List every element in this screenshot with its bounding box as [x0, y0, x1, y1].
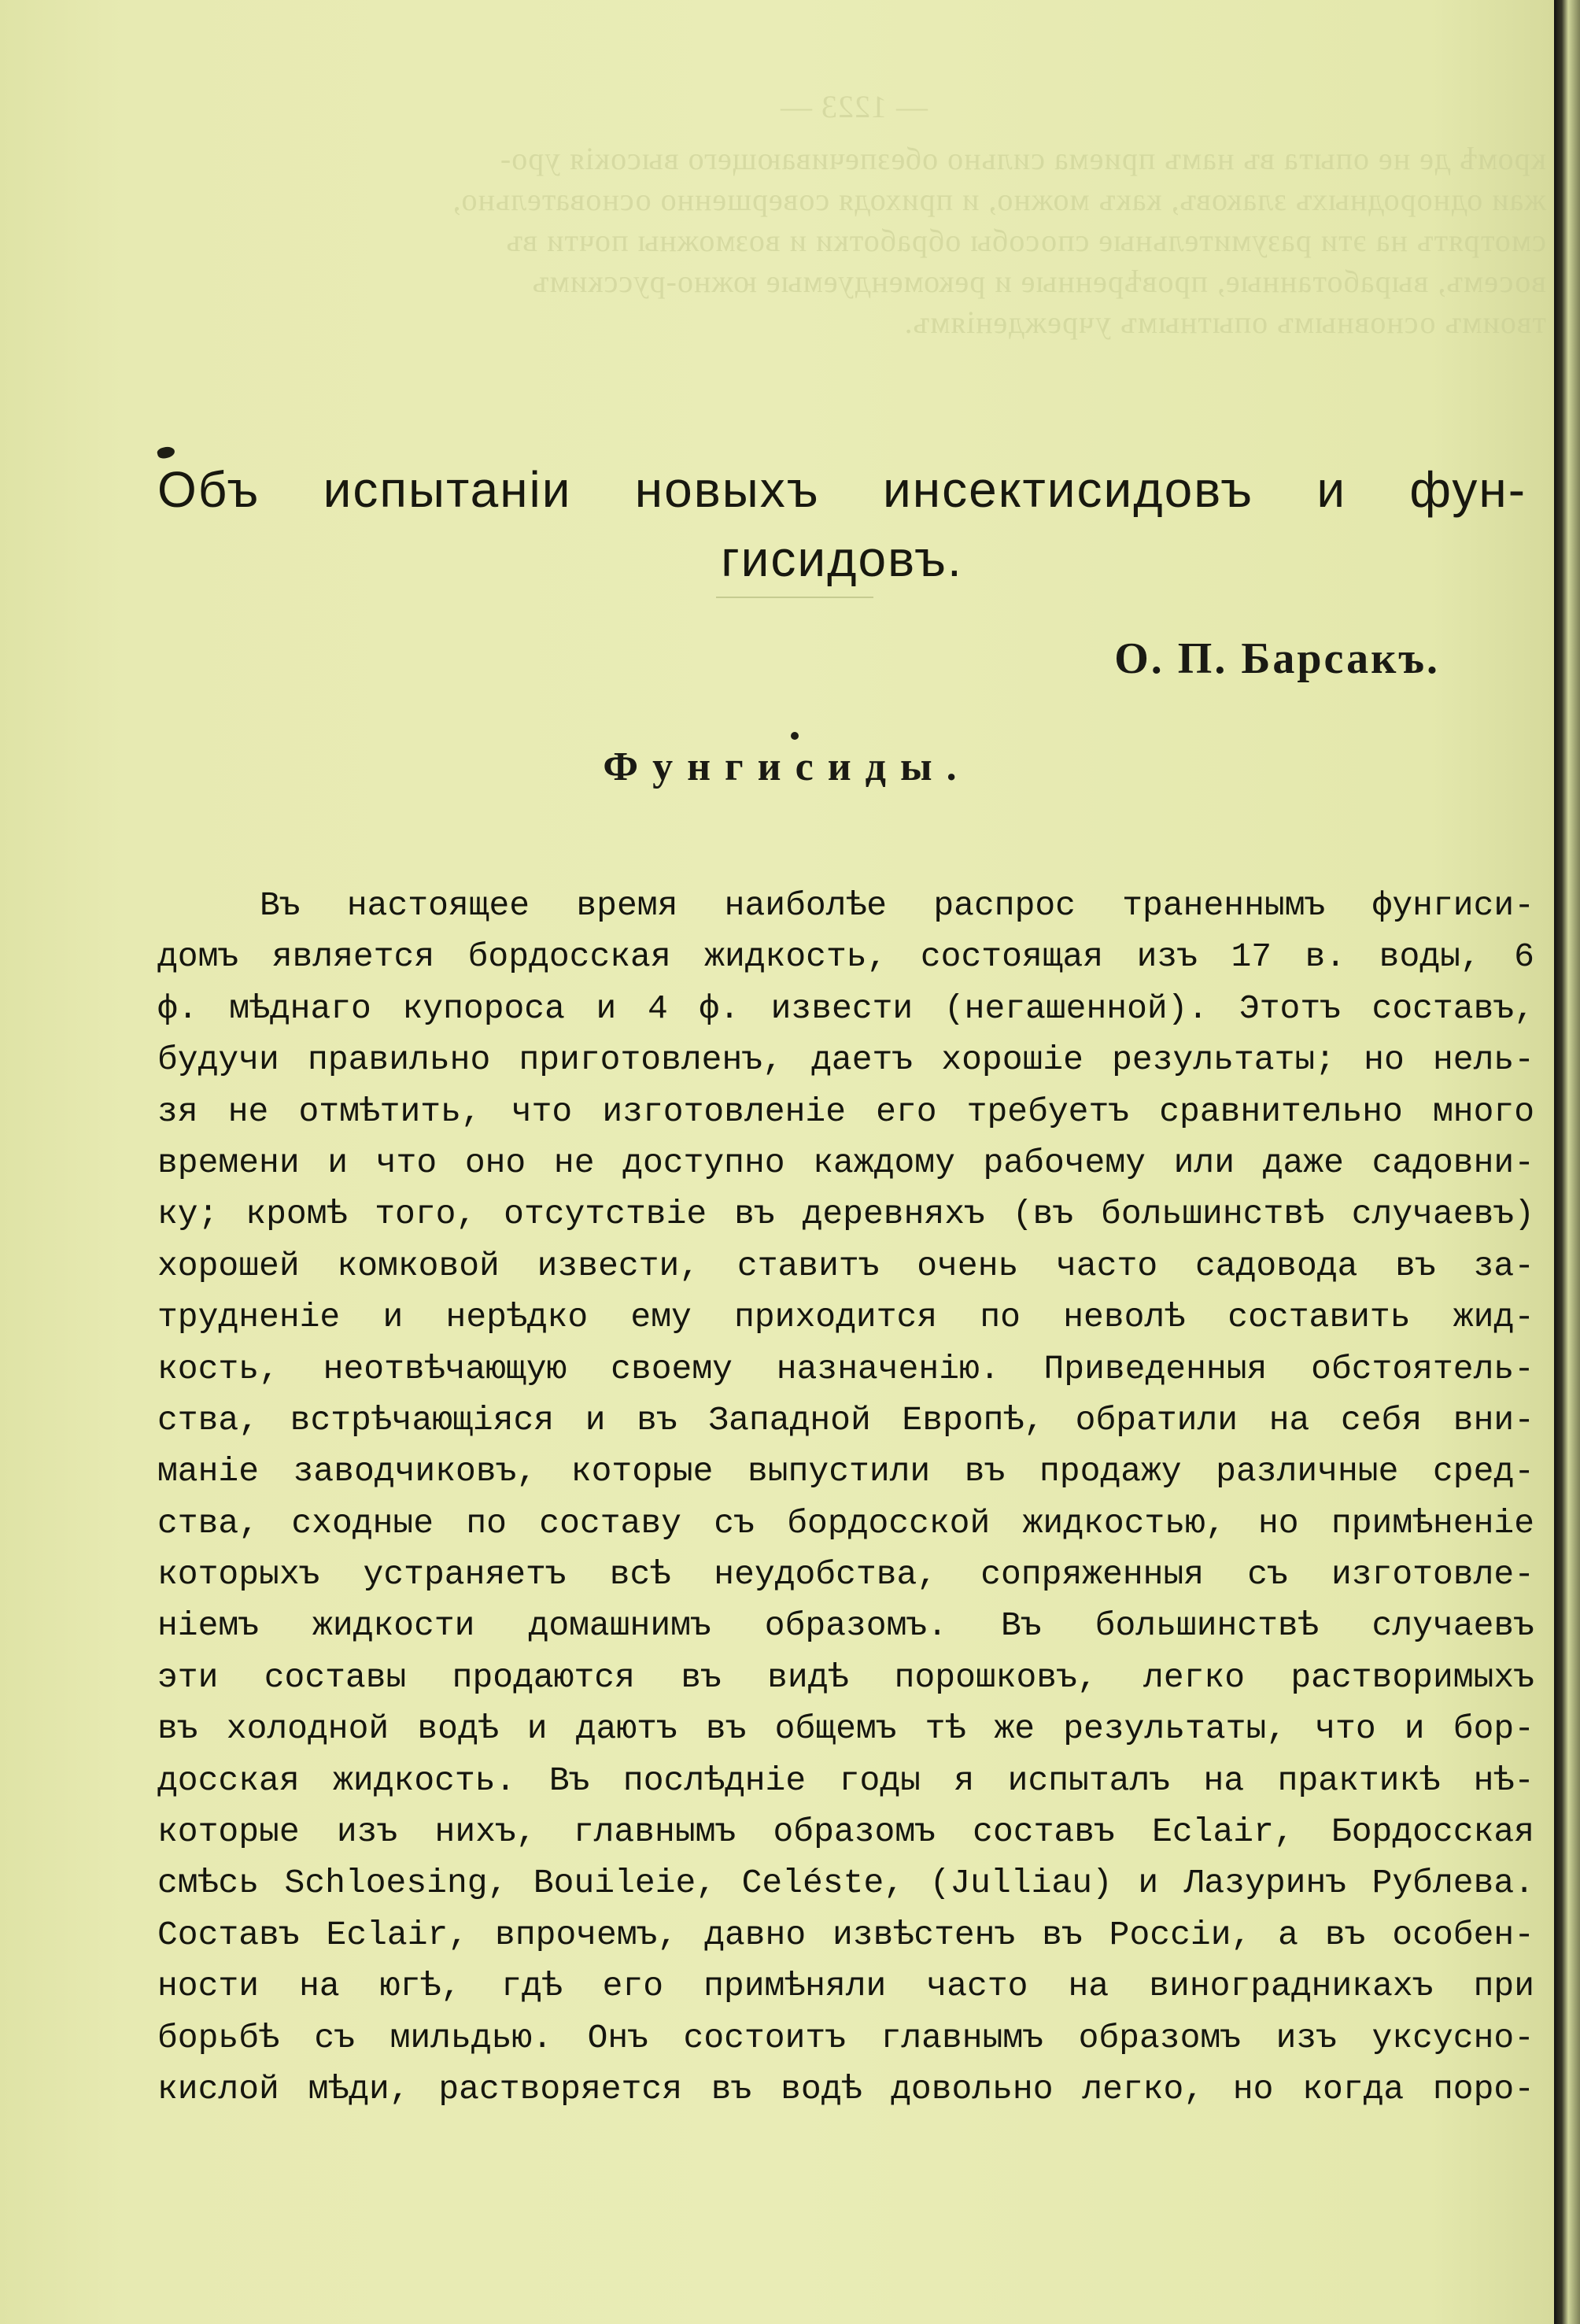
bleed-line: твоимъ основнымъ опытнымъ учрежденіямъ.	[903, 305, 1546, 340]
bleed-line: смотрятъ на эти разумительные способы обработки и возможны почти въ	[505, 223, 1546, 258]
body-line: хорошей комковой извести, ставитъ очень часто садовода въ за-	[157, 1246, 1534, 1285]
body-line: трудненіе и нерѣдко ему приходится по неволѣ составить жид-	[157, 1298, 1534, 1337]
author-name: О. П. Барсакъ.	[1114, 634, 1440, 683]
article-title	[157, 456, 1526, 592]
page-edge-shadow	[1554, 0, 1580, 2324]
body-line: въ холодной водѣ и даютъ въ общемъ тѣ же результаты, что и бор-	[157, 1709, 1534, 1749]
body-text	[157, 880, 1534, 2115]
body-line: домъ является бордосская жидкость, состоящая изъ 17 в. воды, 6	[157, 937, 1534, 977]
bleed-through-text	[161, 87, 1546, 417]
title-line-2: гисидовъ.	[721, 530, 963, 587]
bleed-line: кромѣ де не опыта въ намъ приема сильно обезпечивающего высокія уро-	[499, 141, 1546, 176]
title-line-1: Объ испытаніи новыхъ инсектисидовъ и фун-	[157, 461, 1526, 518]
body-line: ку; кромѣ того, отсутствіе въ деревняхъ (въ большинствѣ случаевъ)	[157, 1195, 1534, 1234]
ink-dot	[791, 732, 799, 740]
body-line: Составъ Eclair, впрочемъ, давно извѣстенъ въ Россіи, а въ особен-	[157, 1915, 1534, 1954]
body-line: борьбѣ съ мильдью. Онъ состоитъ главнымъ образомъ изъ уксусно-	[157, 2018, 1534, 2057]
body-line: ства, встрѣчающіяся и въ Западной Европѣ, обратили на себя вни-	[157, 1400, 1534, 1439]
body-line: эти составы продаются въ видѣ порошковъ, легко растворимыхъ	[157, 1657, 1534, 1697]
bleed-line: восемъ, выработанные, провѣренные и рекомендуемые южно-русскимъ	[531, 264, 1546, 299]
title-underline-faint	[716, 597, 873, 598]
body-line: будучи правильно приготовленъ, даетъ хорошіе результаты; но нель-	[157, 1040, 1534, 1080]
body-line: маніе заводчиковъ, которые выпустили въ продажу различные сред-	[157, 1452, 1534, 1491]
body-line: ніемъ жидкости домашнимъ образомъ. Въ большинствѣ случаевъ	[157, 1606, 1534, 1646]
body-line: смѣсь Schloesing, Bouileie, Celéste, (Julliau) и Лазуринъ Рублева.	[157, 1864, 1534, 1903]
bleed-line: жаи однородныхъ злаковъ, какъ можно, и приходя совершенно основательно,	[452, 182, 1546, 217]
body-line: ности на югѣ, гдѣ его примѣняли часто на виноградникахъ при	[157, 1967, 1534, 2006]
body-line: Въ настоящее время наиболѣе распрос траненнымъ фунгиси-	[260, 886, 1534, 925]
body-line: досская жидкость. Въ послѣдніе годы я испыталъ на практикѣ нѣ-	[157, 1761, 1534, 1800]
body-line: кость, неотвѣчающую своему назначенію. Приведенныя обстоятель-	[157, 1349, 1534, 1388]
bleed-page-number: — 1223 —	[780, 89, 928, 124]
body-line: зя не отмѣтить, что изготовленіе его требуетъ сравнительно много	[157, 1092, 1534, 1131]
body-line: которые изъ нихъ, главнымъ образомъ составъ Eclair, Бордосская	[157, 1812, 1534, 1852]
body-line: ф. мѣднаго купороса и 4 ф. извести (негашенной). Этотъ составъ,	[157, 988, 1534, 1028]
body-line: кислой мѣди, растворяется въ водѣ довольно легко, но когда поро-	[157, 2069, 1534, 2108]
body-line: ства, сходные по составу съ бордосской жидкостью, но примѣненіе	[157, 1503, 1534, 1543]
section-heading: Фунгисиды.	[603, 744, 971, 789]
body-line: времени и что оно не доступно каждому рабочему или даже садовни-	[157, 1143, 1534, 1182]
body-line: которыхъ устраняетъ всѣ неудобства, сопряженныя съ изготовле-	[157, 1555, 1534, 1594]
